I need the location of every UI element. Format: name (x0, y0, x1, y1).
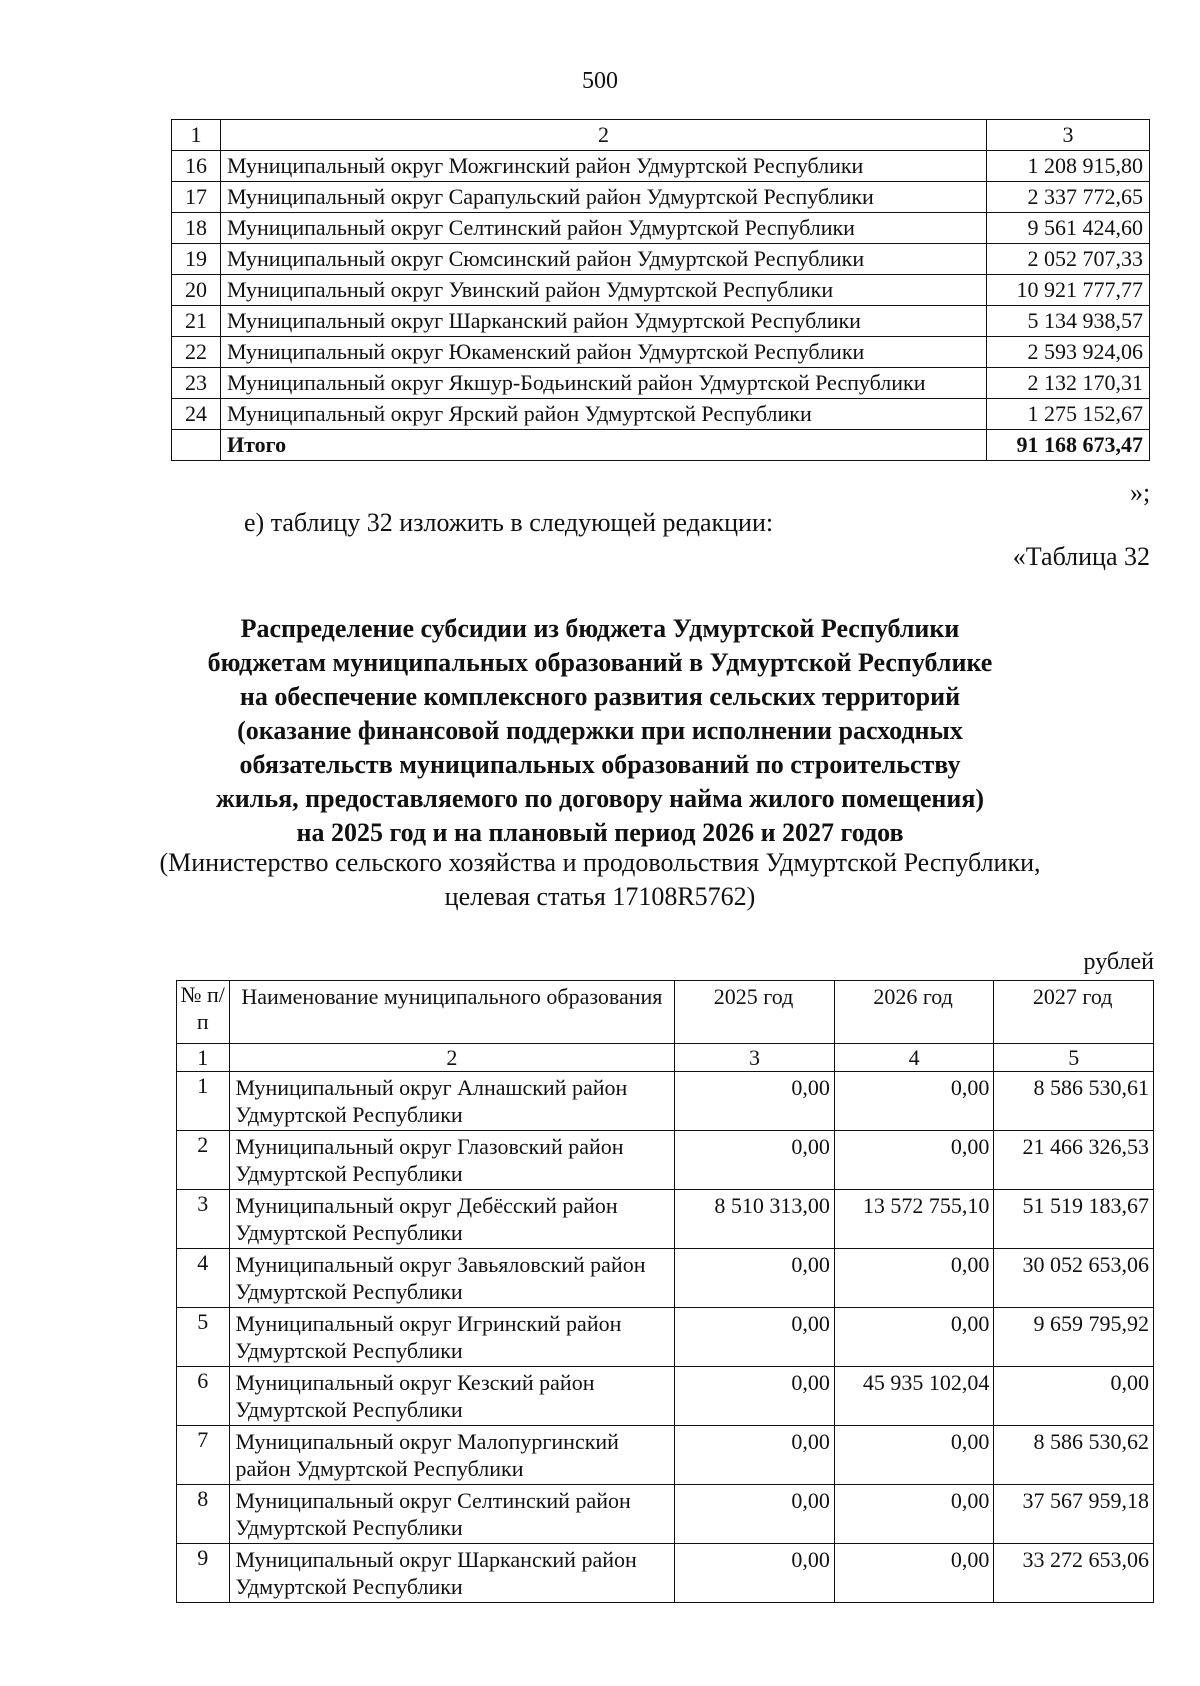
table-label: «Таблица 32 (1012, 542, 1150, 571)
row-number: 5 (177, 1308, 230, 1367)
row-name: Муниципальный округ Селтинский район Удмуртской Республики (221, 213, 987, 244)
table-row (172, 151, 1150, 182)
value-2026: 0,00 (834, 1544, 994, 1603)
value-2026: 0,00 (834, 1072, 994, 1131)
table-row (177, 1072, 1154, 1131)
value-2027: 33 272 653,06 (994, 1544, 1154, 1603)
title-line: (оказание финансовой поддержки при исполнении расходных (237, 716, 963, 745)
table-row (177, 1249, 1154, 1308)
row-name: Муниципальный округ Сарапульский район Удмуртской Республики (221, 182, 987, 213)
title-line: на 2025 год и на плановый период 2026 и 2027 годов (296, 818, 904, 847)
title-line: на обеспечение комплексного развития сельских территорий (239, 682, 961, 711)
header-2026: 2026 год (834, 981, 994, 1044)
row-value: 2 052 707,33 (987, 244, 1150, 275)
value-2025: 0,00 (675, 1485, 835, 1544)
value-2025: 0,00 (675, 1249, 835, 1308)
subtitle-line: (Министерство сельского хозяйства и продовольствия Удмуртской Республики, (159, 848, 1041, 877)
table-row (177, 1308, 1154, 1367)
top-table-header-cell: 1 (172, 120, 221, 151)
main-table (176, 980, 1154, 1603)
value-2025: 0,00 (675, 1131, 835, 1190)
value-2027: 21 466 326,53 (994, 1131, 1154, 1190)
table-row (172, 213, 1150, 244)
table-row (177, 1190, 1154, 1249)
row-name: Муниципальный округ Сюмсинский район Удмуртской Республики (221, 244, 987, 275)
value-2025: 0,00 (675, 1072, 835, 1131)
value-2025: 0,00 (675, 1308, 835, 1367)
table-row (177, 1131, 1154, 1190)
row-name: Муниципальный округ Юкаменский район Удмуртской Республики (221, 337, 987, 368)
header-name: Наименование муниципального образования (229, 981, 675, 1044)
row-value: 2 593 924,06 (987, 337, 1150, 368)
row-name: Муниципальный округ Увинский район Удмуртской Республики (221, 275, 987, 306)
table-row (172, 337, 1150, 368)
table-row (177, 1485, 1154, 1544)
total-number-cell (172, 430, 221, 461)
row-name: Муниципальный округ Глазовский район Удмуртской Республики (229, 1131, 675, 1190)
row-number: 20 (172, 275, 221, 306)
title-line: обязательств муниципальных образований по строительству (239, 750, 961, 779)
value-2026: 0,00 (834, 1485, 994, 1544)
row-value: 9 561 424,60 (987, 213, 1150, 244)
row-name: Муниципальный округ Шарканский район Удмуртской Республики (221, 306, 987, 337)
row-name: Муниципальный округ Якшур-Бодьинский район Удмуртской Республики (221, 368, 987, 399)
closing-quote: »; (1130, 478, 1151, 507)
column-number: 2 (229, 1044, 675, 1072)
value-2025: 0,00 (675, 1426, 835, 1485)
unit-label: рублей (1083, 949, 1154, 975)
value-2026: 0,00 (834, 1426, 994, 1485)
title-line: жилья, предоставляемого по договору найма жилого помещения) (215, 784, 985, 813)
value-2026: 0,00 (834, 1308, 994, 1367)
row-number: 3 (177, 1190, 230, 1249)
table-row (177, 1544, 1154, 1603)
column-number-row (177, 1044, 1154, 1072)
subtitle-line: целевая статья 17108R5762) (444, 882, 756, 911)
main-table-header-row (177, 981, 1154, 1044)
row-number: 1 (177, 1072, 230, 1131)
top-table-header-cell: 2 (221, 120, 987, 151)
instruction-text: е) таблицу 32 изложить в следующей редакции: (244, 508, 774, 537)
value-2025: 0,00 (675, 1544, 835, 1603)
value-2027: 8 586 530,62 (994, 1426, 1154, 1485)
row-name: Муниципальный округ Шарканский район Удмуртской Республики (229, 1544, 675, 1603)
title-line: бюджетам муниципальных образований в Удмуртской Республике (207, 648, 993, 677)
row-value: 5 134 938,57 (987, 306, 1150, 337)
column-number: 1 (177, 1044, 230, 1072)
row-value: 2 132 170,31 (987, 368, 1150, 399)
row-name: Муниципальный округ Алнашский район Удмуртской Республики (229, 1072, 675, 1131)
row-name: Муниципальный округ Кезский район Удмуртской Республики (229, 1367, 675, 1426)
table-row (172, 306, 1150, 337)
value-2026: 0,00 (834, 1249, 994, 1308)
row-value: 2 337 772,65 (987, 182, 1150, 213)
column-number: 4 (834, 1044, 994, 1072)
row-value: 10 921 777,77 (987, 275, 1150, 306)
row-number: 8 (177, 1485, 230, 1544)
row-number: 9 (177, 1544, 230, 1603)
table-row (172, 399, 1150, 430)
row-value: 1 208 915,80 (987, 151, 1150, 182)
title-line: Распределение субсидии из бюджета Удмуртской Республики (240, 614, 960, 643)
table-row (177, 1367, 1154, 1426)
value-2026: 13 572 755,10 (834, 1190, 994, 1249)
page-number: 500 (582, 68, 618, 94)
header-2027: 2027 год (994, 981, 1154, 1044)
row-name: Муниципальный округ Селтинский район Удмуртской Республики (229, 1485, 675, 1544)
value-2027: 0,00 (994, 1367, 1154, 1426)
value-2025: 8 510 313,00 (675, 1190, 835, 1249)
value-2027: 37 567 959,18 (994, 1485, 1154, 1544)
row-number: 22 (172, 337, 221, 368)
row-name: Муниципальный округ Игринский район Удмуртской Республики (229, 1308, 675, 1367)
top-table-header-cell: 3 (987, 120, 1150, 151)
value-2027: 8 586 530,61 (994, 1072, 1154, 1131)
row-number: 6 (177, 1367, 230, 1426)
table-row (172, 244, 1150, 275)
table-row (172, 275, 1150, 306)
row-number: 19 (172, 244, 221, 275)
total-value: 91 168 673,47 (987, 430, 1150, 461)
column-number: 3 (675, 1044, 835, 1072)
row-name: Муниципальный округ Завьяловский район Удмуртской Республики (229, 1249, 675, 1308)
value-2027: 9 659 795,92 (994, 1308, 1154, 1367)
total-row (172, 430, 1150, 461)
row-name: Муниципальный округ Можгинский район Удмуртской Республики (221, 151, 987, 182)
value-2025: 0,00 (675, 1367, 835, 1426)
row-value: 1 275 152,67 (987, 399, 1150, 430)
table-row (172, 182, 1150, 213)
row-name: Муниципальный округ Дебёсский район Удмуртской Республики (229, 1190, 675, 1249)
header-num: № п/п (177, 981, 230, 1044)
value-2026: 0,00 (834, 1131, 994, 1190)
row-number: 21 (172, 306, 221, 337)
table-row (177, 1426, 1154, 1485)
row-number: 24 (172, 399, 221, 430)
row-name: Муниципальный округ Ярский район Удмуртской Республики (221, 399, 987, 430)
row-number: 18 (172, 213, 221, 244)
row-number: 7 (177, 1426, 230, 1485)
top-table-header-row (172, 120, 1150, 151)
row-number: 16 (172, 151, 221, 182)
table-row (172, 368, 1150, 399)
document-subtitle (0, 846, 1200, 914)
total-label: Итого (221, 430, 987, 461)
document-title (0, 612, 1200, 850)
value-2026: 45 935 102,04 (834, 1367, 994, 1426)
top-table (171, 119, 1150, 461)
row-number: 23 (172, 368, 221, 399)
row-name: Муниципальный округ Малопургинский район Удмуртской Республики (229, 1426, 675, 1485)
row-number: 4 (177, 1249, 230, 1308)
column-number: 5 (994, 1044, 1154, 1072)
row-number: 17 (172, 182, 221, 213)
value-2027: 30 052 653,06 (994, 1249, 1154, 1308)
header-2025: 2025 год (675, 981, 835, 1044)
row-number: 2 (177, 1131, 230, 1190)
value-2027: 51 519 183,67 (994, 1190, 1154, 1249)
